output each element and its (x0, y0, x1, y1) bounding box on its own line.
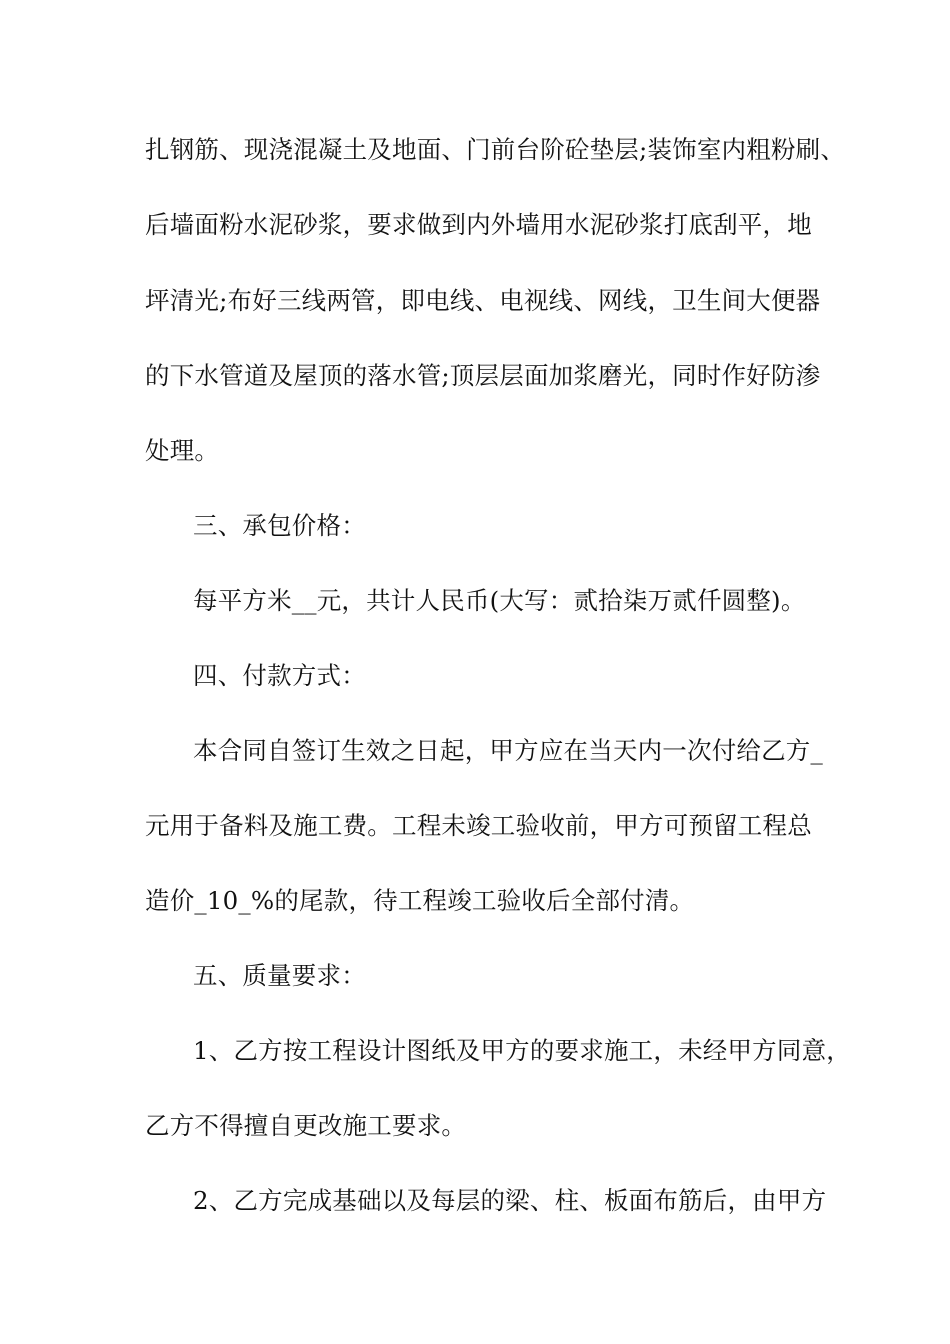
text-line: 造价_10_%的尾款，待工程竣工验收后全部付清。 (145, 886, 695, 915)
text-line: 本合同自签订生效之日起，甲方应在当天内一次付给乙方_ (193, 736, 823, 765)
text-line: 后墙面粉水泥砂浆，要求做到内外墙用水泥砂浆打底刮平，地 (145, 210, 812, 239)
text-line: 的下水管道及屋顶的落水管;顶层层面加浆磨光，同时作好防渗 (145, 361, 821, 390)
text-line: 扎钢筋、现浇混凝土及地面、门前台阶砼垫层;装饰室内粗粉刷、 (145, 135, 846, 164)
text-line: 2、乙方完成基础以及每层的梁、柱、板面布筋后，由甲方 (193, 1186, 827, 1215)
text-line: 乙方不得擅自更改施工要求。 (145, 1111, 467, 1140)
section-heading: 四、付款方式： (193, 661, 366, 690)
text-line: 每平方米__元，共计人民币(大写：贰拾柒万贰仟圆整)。 (193, 586, 806, 615)
text-line: 元用于备料及施工费。工程未竣工验收前，甲方可预留工程总 (145, 811, 812, 840)
text-line: 1、乙方按工程设计图纸及甲方的要求施工，未经甲方同意， (193, 1036, 851, 1065)
text-line: 处理。 (145, 436, 220, 465)
section-heading: 三、承包价格： (193, 511, 366, 540)
section-heading: 五、质量要求： (193, 961, 366, 990)
text-line: 坪清光;布好三线两管，即电线、电视线、网线，卫生间大便器 (145, 286, 821, 315)
